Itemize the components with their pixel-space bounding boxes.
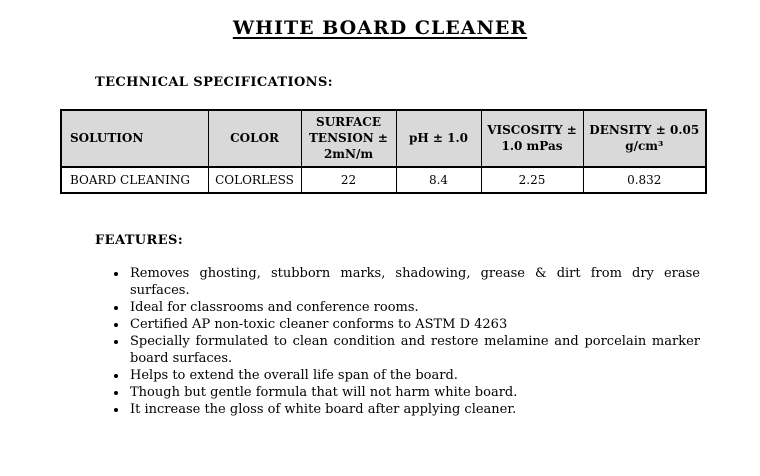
specs-table [60, 109, 707, 194]
header-cell-color: COLOR [208, 110, 301, 167]
cell-surface-tension-value: 22 [301, 167, 396, 193]
header-cell-solution: SOLUTION [61, 110, 208, 167]
cell-solution-value: BOARD CLEANING [61, 167, 208, 193]
header-cell-ph: pH ± 1.0 [396, 110, 481, 167]
header-cell-density: DENSITY ± 0.05 g/cm³ [583, 110, 706, 167]
technical-specifications-heading: TECHNICAL SPECIFICATIONS: [95, 75, 333, 90]
cell-color-value: COLORLESS [208, 167, 301, 193]
page-title: WHITE BOARD CLEANER [232, 17, 528, 39]
feature-item: • Removes ghosting, stubborn marks, shadowing, grease & dirt from dry erase surfaces. [128, 265, 700, 299]
feature-item: • Though but gentle formula that will not harm white board. [128, 384, 700, 401]
cell-density-value: 0.832 [583, 167, 706, 193]
cell-ph-value: 8.4 [396, 167, 481, 193]
feature-item: • Ideal for classrooms and conference rooms. [128, 299, 700, 316]
table-header-row [61, 110, 706, 167]
cell-viscosity-value: 2.25 [481, 167, 583, 193]
feature-item: • Specially formulated to clean condition and restore melamine and porcelain marker board surfaces. [128, 333, 700, 367]
table-row [61, 167, 706, 193]
features-list [0, 265, 700, 418]
feature-item: • Certified AP non-toxic cleaner conforms to ASTM D 4263 [128, 316, 700, 333]
header-cell-surface-tension: SURFACE TENSION ± 2mN/m [301, 110, 396, 167]
feature-item: • Helps to extend the overall life span of the board. [128, 367, 700, 384]
feature-item: • It increase the gloss of white board after applying cleaner. [128, 401, 700, 418]
header-cell-viscosity: VISCOSITY ± 1.0 mPas [481, 110, 583, 167]
features-heading: FEATURES: [95, 232, 184, 248]
